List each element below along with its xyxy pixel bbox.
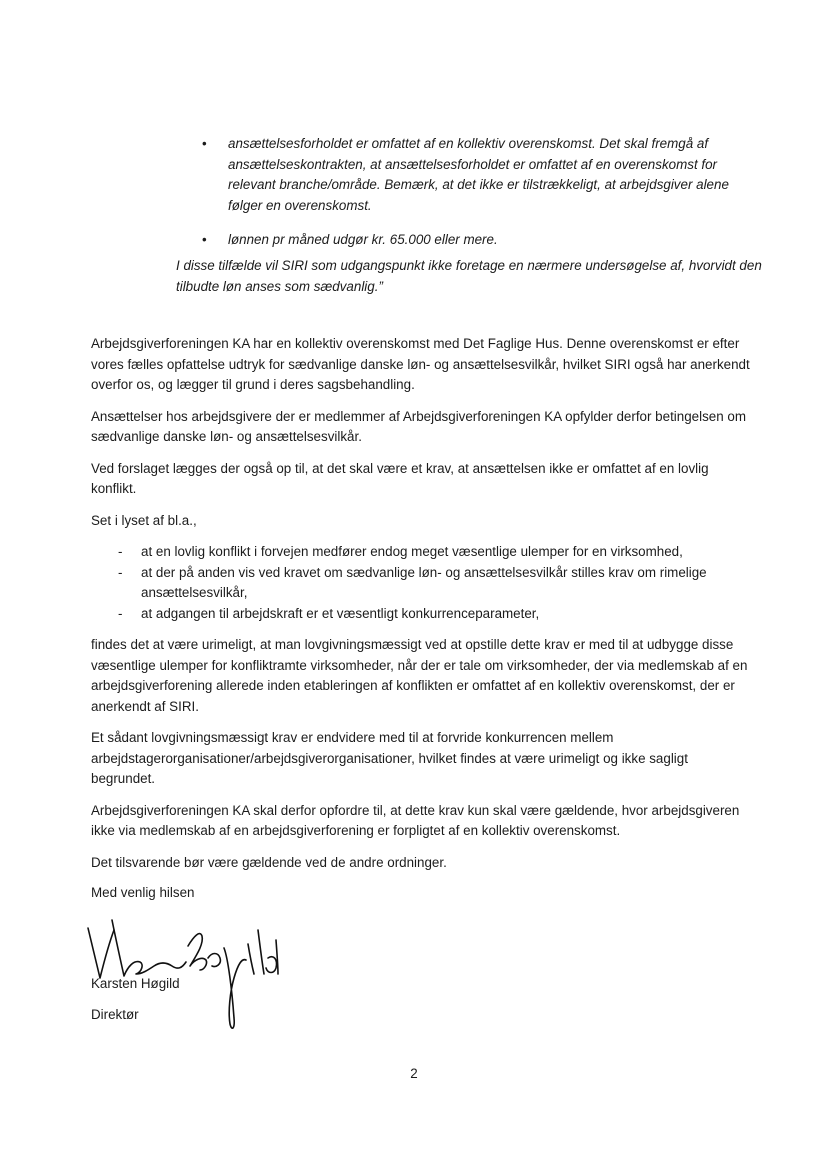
body-paragraph: Set i lyset af bl.a., bbox=[91, 512, 197, 528]
body-paragraph: Ved forslaget lægges der også op til, at det skal være et krav, at ansættelsen ikke er omfattet af en lovlig konflikt. bbox=[91, 460, 709, 496]
dash-list-item: - at der på anden vis ved kravet om sædvanlige løn- og ansættelsesvilkår stilles krav om rimelige ansættelsesvilkår, bbox=[118, 564, 707, 600]
dash-list-item: - at adgangen til arbejdskraft er et væsentligt konkurrenceparameter, bbox=[91, 604, 751, 625]
signatory-title: Direktør bbox=[91, 1007, 139, 1022]
quoted-bullet-item: • lønnen pr måned udgør kr. 65.000 eller mere. bbox=[198, 230, 758, 251]
dash-list bbox=[91, 542, 751, 624]
closing-greeting: Med venlig hilsen bbox=[91, 885, 195, 900]
quoted-closing-text: I disse tilfælde vil SIRI som udgangspunkt ikke foretage en nærmere undersøgelse af, hvorvidt den tilbudte løn anses som sædvanlig.” bbox=[176, 258, 762, 294]
bullet-icon: • bbox=[202, 136, 207, 151]
body-paragraph: Arbejdsgiverforeningen KA har en kollektiv overenskomst med Det Faglige Hus. Denne overenskomst er efter vores fælles opfattelse udtryk for sædvanlige danske løn- og ansættelsesvilkår, hvilket SIRI også har anerkendt overfor os, og lægger til grund i deres sagsbehandling. bbox=[91, 336, 750, 392]
letter-body bbox=[91, 334, 751, 884]
body-paragraph: Arbejdsgiverforeningen KA skal derfor opfordre til, at dette krav kun skal være gældende, hvor arbejdsgiveren ikke via medlemskab af en arbejdsgiverforening er forpligtet af en kollektiv overenskomst. bbox=[91, 802, 740, 838]
body-paragraph: Et sådant lovgivningsmæssigt krav er endvidere med til at forvride konkurrencen mellem arbejdstagerorganisationer/arbejdsgiverorganisationer, hvilket findes at være urimeligt og ikke sagligt begrundet. bbox=[91, 730, 688, 786]
quoted-bullet-item: • ansættelsesforholdet er omfattet af en kollektiv overenskomst. Det skal fremgå af ansættelseskontrakten, at ansættelsesforholdet er omfattet af en overenskomst for relevant branche/område. Bemærk, at det ikke er tilstrækkeligt, at arbejdsgiver alene følger en overenskomst. bbox=[202, 136, 729, 213]
dash-icon: - bbox=[118, 605, 123, 621]
dash-list-item: - at en lovlig konflikt i forvejen medfører endog meget væsentlige ulemper for en virksomhed, bbox=[91, 542, 751, 563]
dash-icon: - bbox=[118, 564, 123, 580]
quoted-bullet-list bbox=[198, 134, 758, 265]
bullet-icon: • bbox=[202, 232, 207, 247]
body-paragraph: Ansættelser hos arbejdsgivere der er medlemmer af Arbejdsgiverforeningen KA opfylder derfor betingelsen om sædvanlige danske løn- og ansættelsesvilkår. bbox=[91, 408, 746, 444]
page-number: 2 bbox=[410, 1066, 418, 1081]
body-paragraph: Det tilsvarende bør være gældende ved de andre ordninger. bbox=[91, 854, 447, 870]
body-paragraph: findes det at være urimeligt, at man lovgivningsmæssigt ved at opstille dette krav er med til at udbygge disse væsentlige ulemper for konfliktramte virksomheder, når der er tale om virksomheder, der via medlemskab af en arbejdsgiverforening allerede inden etableringen af konflikten er omfattet af en kollektiv overenskomst, der er anerkendt af SIRI. bbox=[91, 637, 748, 714]
dash-icon: - bbox=[118, 544, 123, 559]
signatory-name: Karsten Høgild bbox=[91, 976, 180, 991]
